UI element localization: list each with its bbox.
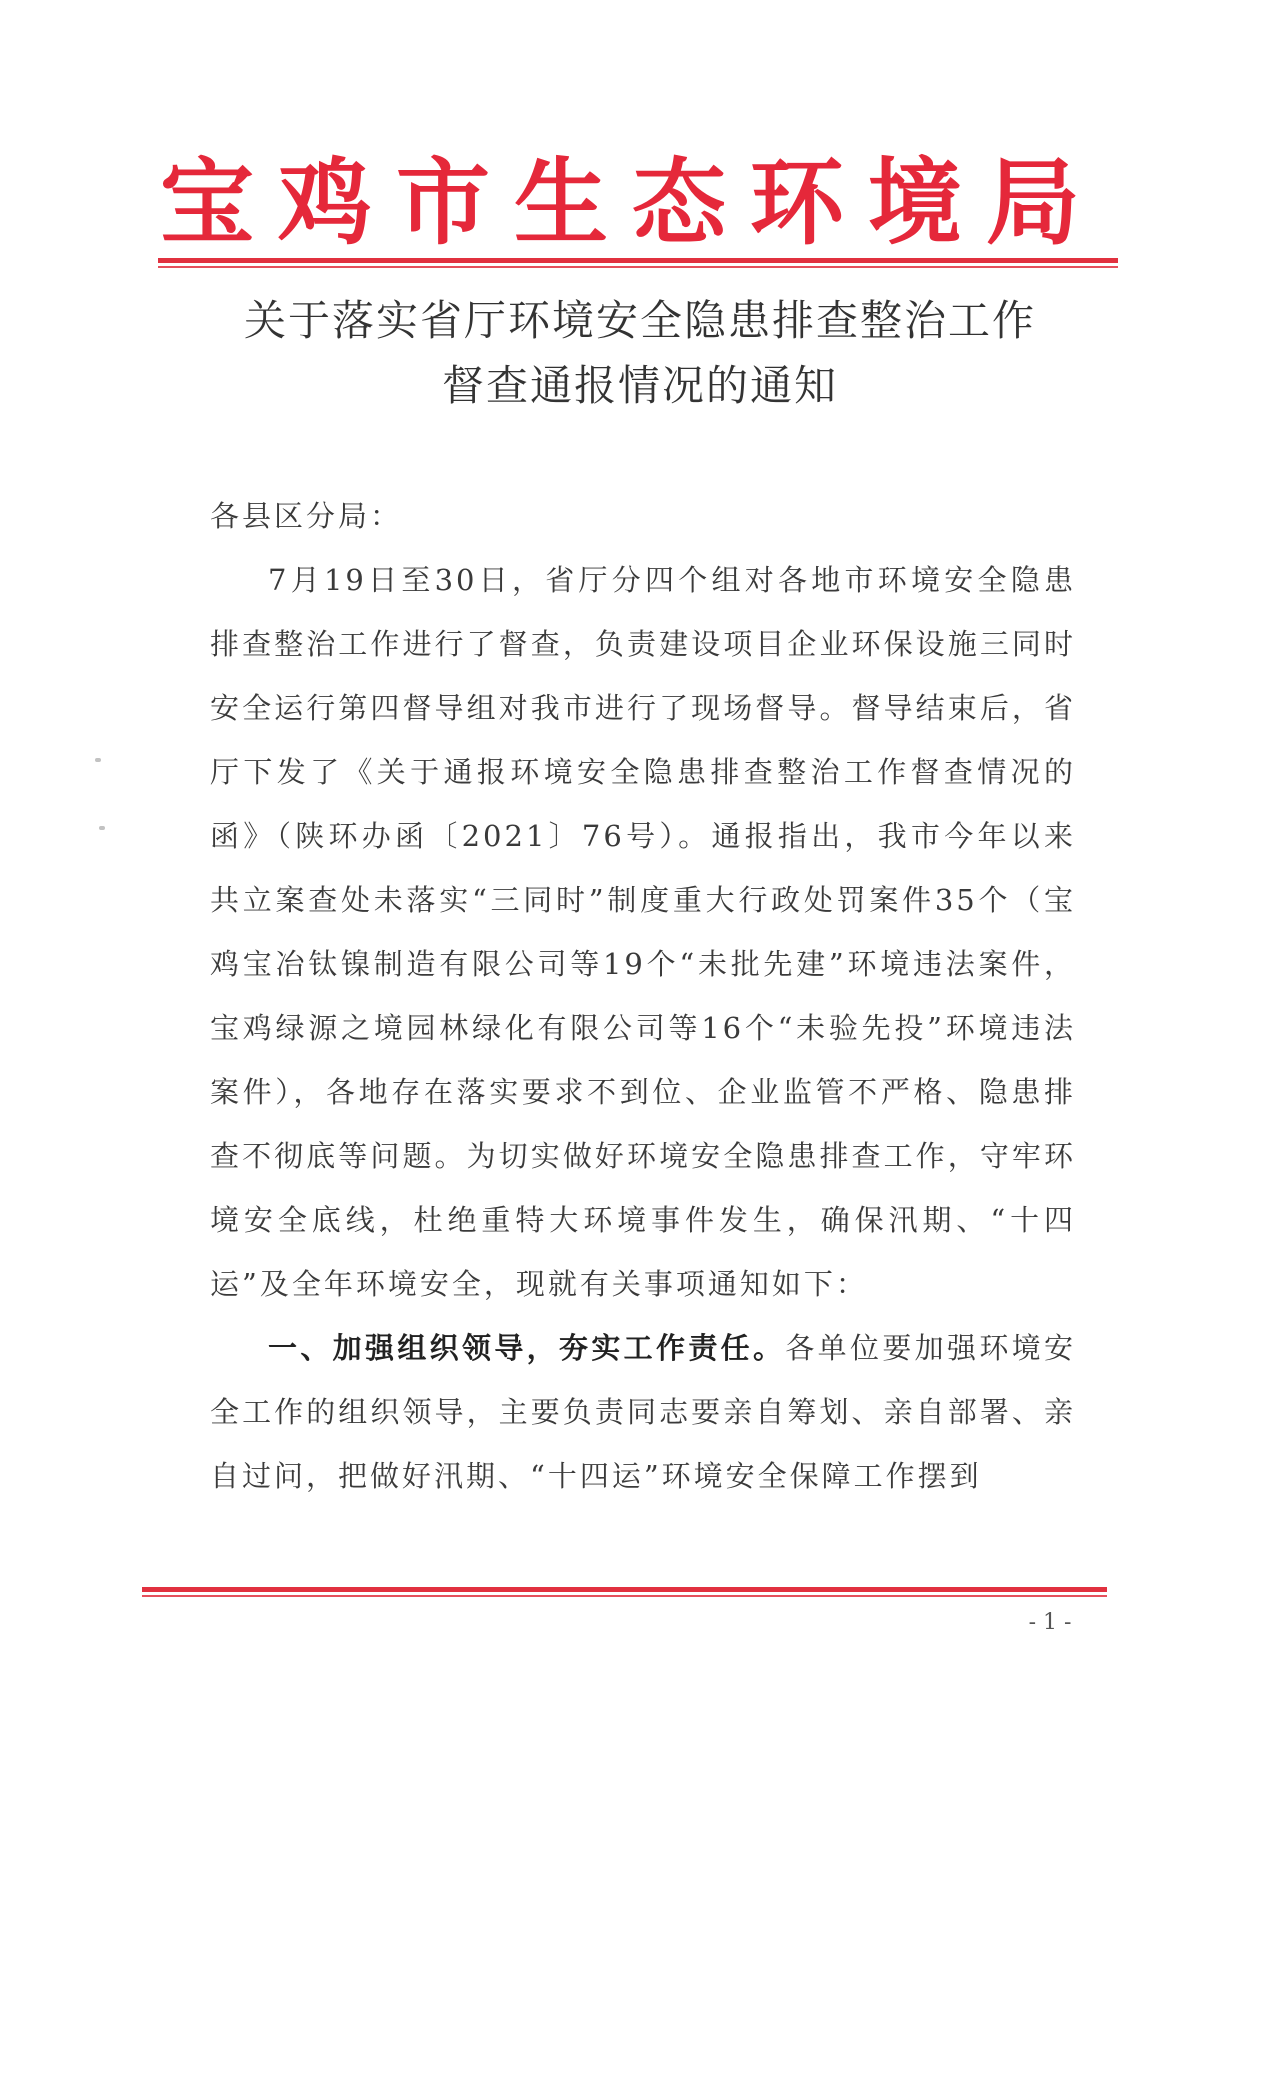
document-title-line-2: 督查通报情况的通知 <box>441 361 838 410</box>
footer-red-rule-thin <box>142 1595 1107 1597</box>
header-char: 局 <box>985 148 1080 258</box>
header-char: 宝 <box>160 148 255 258</box>
issuing-authority-header <box>160 148 1080 258</box>
paragraph-2 <box>210 1316 1076 1508</box>
paragraph-2-body: 各单位要加强环境安全工作的组织领导，主要负责同志要亲自筹划、亲自部署、亲自过问，把做好汛期、“十四运”环境安全保障工作摆到 <box>210 1331 1076 1493</box>
document-body <box>210 484 1076 1508</box>
header-red-rule-thin <box>158 266 1118 268</box>
salutation: 各县区分局： <box>210 499 403 533</box>
section-heading: 一、加强组织领导，夯实工作责任。 <box>268 1331 786 1365</box>
paragraph-1: 7月19日至30日，省厅分四个组对各地市环境安全隐患排查整治工作进行了督查，负责建设项目企业环保设施三同时安全运行第四督导组对我市进行了现场督导。督导结束后，省厅下发了《关于通报环境安全隐患排查整治工作督查情况的函》（陕环办函〔2021〕76号）。通报指出，我市今年以来共立案查处未落实“三同时”制度重大行政处罚案件35个（宝鸡宝冶钛镍制造有限公司等19个“未批先建”环境违法案件，宝鸡绿源之境园林绿化有限公司等16个“未验先投”环境违法案件），各地存在落实要求不到位、企业监管不严格、隐患排查不彻底等问题。为切实做好环境安全隐患排查工作，守牢环境安全底线，杜绝重特大环境事件发生，确保汛期、“十四运”及全年环境安全，现就有关事项通知如下： <box>210 563 1076 1301</box>
page-number: - 1 - <box>1028 1610 1072 1635</box>
header-char: 环 <box>749 148 844 258</box>
scan-speck <box>95 758 101 762</box>
header-char: 市 <box>395 148 490 258</box>
header-red-rule <box>158 258 1118 263</box>
footer-red-rule <box>142 1587 1107 1592</box>
header-char: 鸡 <box>277 148 372 258</box>
scan-speck <box>99 826 105 830</box>
document-title-line-1: 关于落实省厅环境安全隐患排查整治工作 <box>243 296 1036 345</box>
header-char: 生 <box>513 148 608 258</box>
header-char: 境 <box>867 148 962 258</box>
header-char: 态 <box>631 148 726 258</box>
